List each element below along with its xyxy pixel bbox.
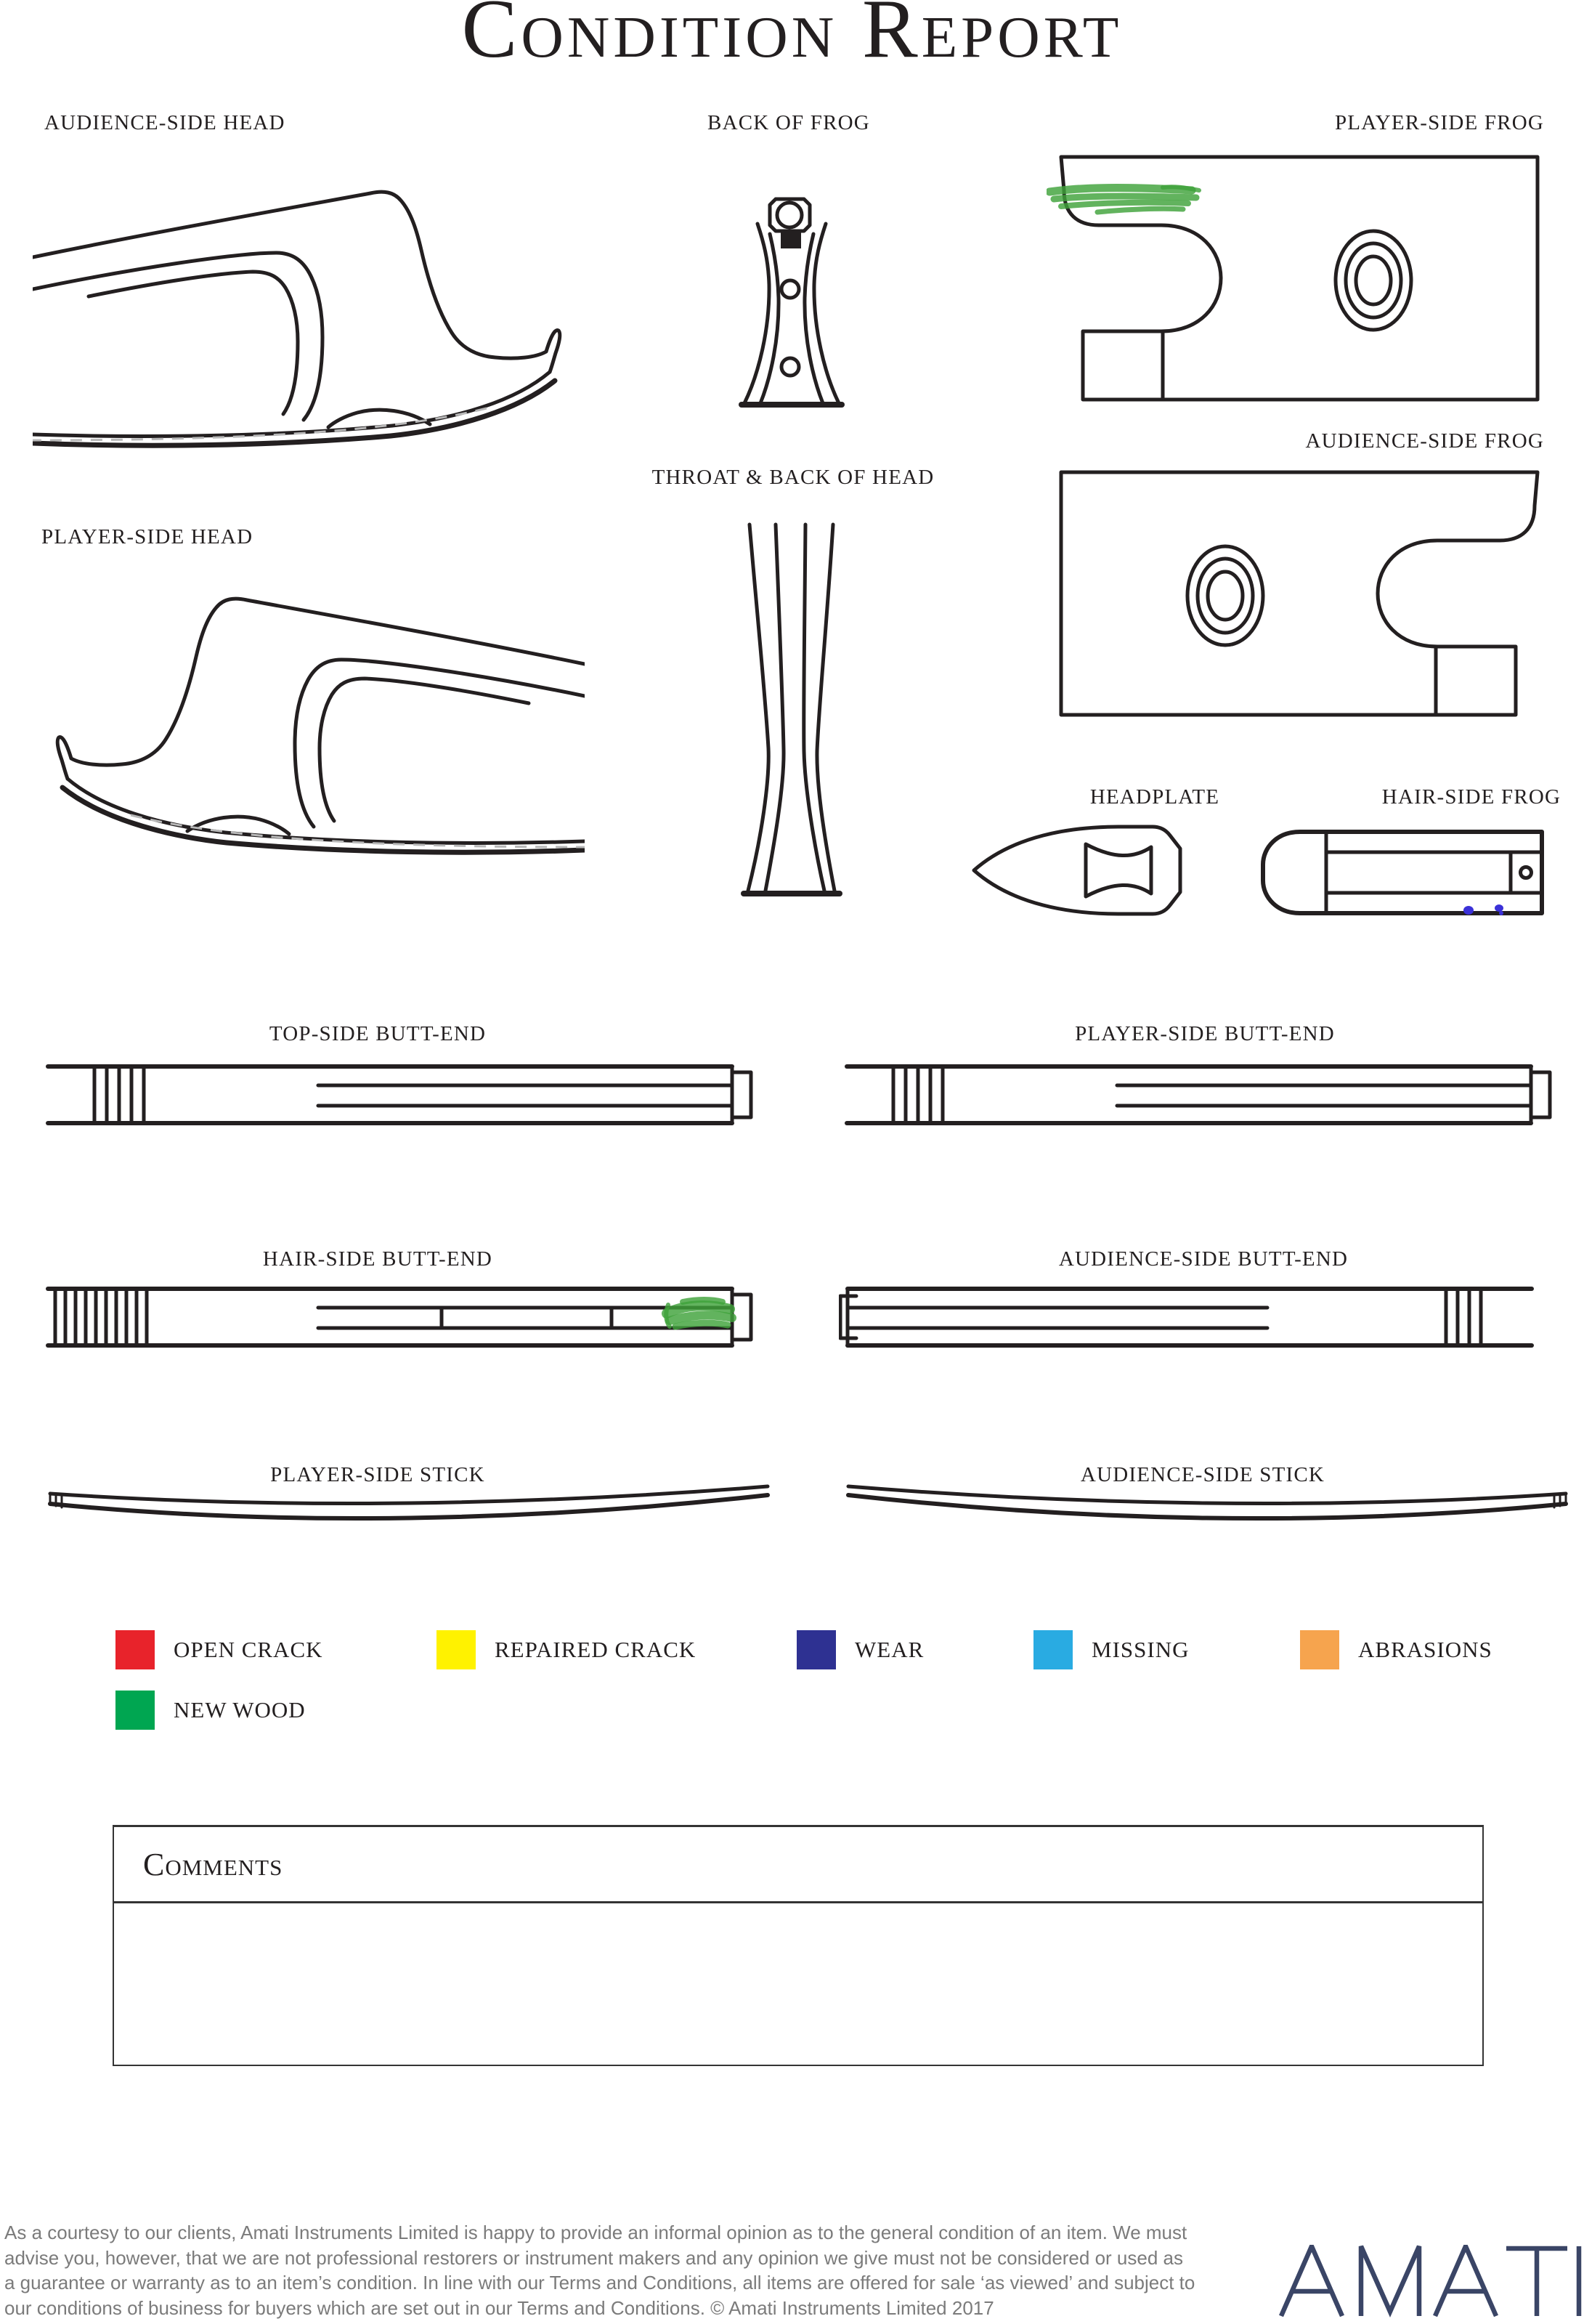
new-wood-scribble [666,1300,732,1327]
label-audience-side-butt-end: AUDIENCE-SIDE BUTT-END [1058,1247,1349,1271]
legend-item-wear [797,1630,924,1669]
label-top-side-butt-end: TOP-SIDE BUTT-END [269,1022,487,1045]
legend-item-missing [1033,1630,1189,1669]
legend-label: REPAIRED CRACK [495,1637,696,1662]
drawing-player-side-butt-end [842,1062,1554,1127]
drawing-audience-side-frog [1054,465,1545,722]
label-headplate: HEADPLATE [1089,785,1220,809]
legend-item-open-crack [115,1630,323,1669]
legend-swatch-repaired-crack [436,1630,476,1669]
drawing-top-side-butt-end [44,1062,755,1127]
disclaimer-line: our conditions of business for buyers which are set out in our Terms and Conditions. © Amati Instruments Limited 2017 [4,2296,994,2319]
legend-item-abrasions [1300,1630,1492,1669]
legend-label: MISSING [1092,1637,1190,1662]
legend-label: NEW WOOD [174,1697,306,1722]
drawing-headplate [970,819,1209,921]
legend-swatch-missing [1033,1630,1073,1669]
label-hair-side-frog: HAIR-SIDE FROG [1381,785,1561,809]
label-audience-side-head: AUDIENCE-SIDE HEAD [44,111,285,134]
legend-swatch-open-crack [115,1630,155,1669]
label-audience-side-stick: AUDIENCE-SIDE STICK [1080,1463,1325,1486]
disclaimer-text [4,2220,1195,2320]
label-player-side-head: PLAYER-SIDE HEAD [41,525,253,548]
comments-body [114,1903,1482,2065]
label-hair-side-butt-end: HAIR-SIDE BUTT-END [262,1247,493,1271]
disclaimer-line: a guarantee or warranty as to an item’s condition. In line with our Terms and Conditions, all items are offered for sale ‘as viewed’ and subject to [4,2272,1195,2293]
disclaimer-line: advise you, however, that we are not professional restorers or instrument makers and any opinion we give must not be considered or used as [4,2246,1183,2269]
label-audience-side-frog: AUDIENCE-SIDE FROG [1305,429,1544,453]
drawing-hair-side-butt-end [44,1284,755,1350]
legend-swatch-abrasions [1300,1630,1339,1669]
legend-item-new-wood [115,1691,306,1730]
drawing-throat-back-of-head [739,509,852,904]
legend-swatch-new-wood [115,1691,155,1730]
comments-title: Comments [143,1846,283,1882]
drawing-audience-side-butt-end [839,1284,1551,1350]
label-player-side-butt-end: PLAYER-SIDE BUTT-END [1075,1022,1335,1045]
page-title: Condition Report [461,0,1123,75]
label-back-of-frog: BACK OF FROG [707,111,870,134]
label-player-side-stick: PLAYER-SIDE STICK [270,1463,485,1486]
label-throat-back-of-head: THROAT & BACK OF HEAD [651,466,935,489]
drawing-player-side-head [29,554,585,884]
drawing-audience-side-head [33,147,588,477]
disclaimer-line: As a courtesy to our clients, Amati Instruments Limited is happy to provide an informal opinion as to the general condition of an item. We must [4,2222,1187,2243]
drawing-back-of-frog [737,183,846,412]
comments-box [113,1825,1484,2066]
comments-header [114,1827,1482,1903]
legend-item-repaired-crack [436,1630,696,1669]
legend-swatch-wear [797,1630,836,1669]
drawing-audience-side-stick [842,1482,1576,1527]
label-player-side-frog: PLAYER-SIDE FROG [1334,111,1544,134]
legend-label: ABRASIONS [1358,1637,1492,1662]
amati-logo [1275,2245,1583,2317]
drawing-player-side-frog [1047,150,1545,407]
legend-label: WEAR [855,1637,925,1662]
drawing-player-side-stick [40,1482,773,1527]
drawing-hair-side-frog [1256,828,1547,919]
legend-label: OPEN CRACK [174,1637,323,1662]
new-wood-scribble [1049,187,1199,212]
